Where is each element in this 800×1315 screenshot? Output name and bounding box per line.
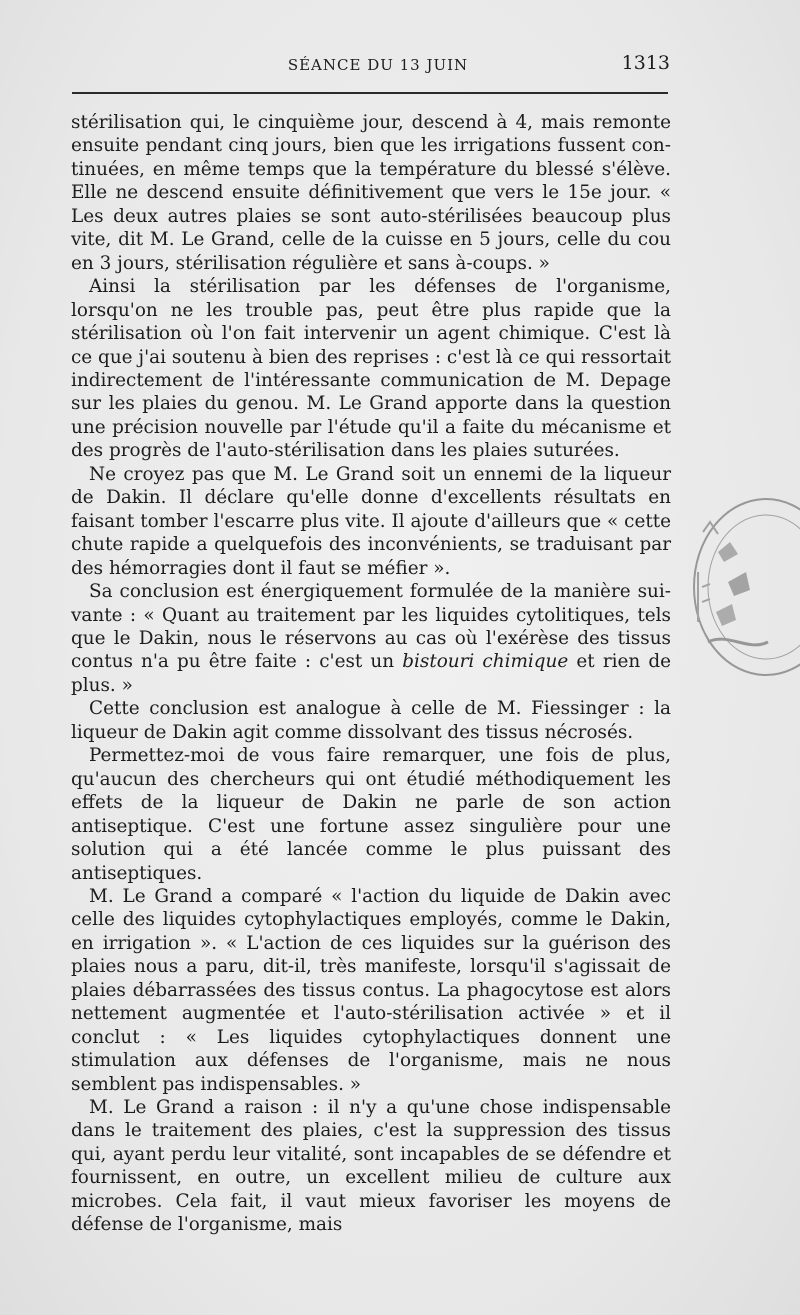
paragraph-continuation: stérilisation qui, le cinquième jour, descend à 4, mais remonte ensuite pendant cinq jours, bien que les irrigations fussent continuées, en même temps que la température du blessé s'élève. Elle ne descend ensuite définitivement que vers le 15e jour. « Les deux autres plaies se sont auto-stérilisées beaucoup plus vite, dit M. Le Grand, celle de la cuisse en 5 jours, celle du cou en 3 jours, stérilisation régulière et sans à-coups. » [71,112,671,274]
library-stamp-icon [688,492,800,692]
text-body [71,111,671,1237]
page-header [72,52,672,82]
paragraph: M. Le Grand a comparé « l'action du liquide de Dakin avec celle des liquides cytophylactiques employés, comme le Dakin, en irrigation ». « L'action de ces liquides sur la guérison des plaies nous a paru, dit-il, très manifeste, lorsqu'il s'agissait de plaies débarrassées des tissus contus. La phagocytose est alors nettement augmentée et l'auto-stérilisation activée » et il conclut : « Les liquides cytophylactiques donnent une stimulation aux défenses de l'organisme, mais ne nous semblent pas indispensables. » [71,885,671,1095]
paragraph: Ainsi la stérilisation par les défenses de l'organisme, lorsqu'on ne les trouble pas, peut être plus rapide que la stérilisation où l'on fait intervenir un agent chimique. C'est là ce que j'ai soutenu à bien des reprises : c'est là ce qui ressortait indirectement de l'intéressante communication de M. Depage sur les plaies du genou. M. Le Grand apporte dans la question une précision nouvelle par l'étude qu'il a faite du mécanisme et des progrès de l'auto-stérilisation dans les plaies suturées. [71,276,671,462]
header-rule [72,92,668,94]
paragraph-text: Sa conclusion est énergiquement formulée de la manière suivante : « Quant au traitement par les liquides cytolitiques, tels que le Dakin, nous le réservons au cas où l'exérèse des tissus contus n'a pu être faite : c'est un [71,581,671,673]
paragraph-conclusion [71,580,671,697]
paragraph: Ne croyez pas que M. Le Grand soit un ennemi de la liqueur de Dakin. Il déclare qu'elle donne d'excellents résultats en faisant tomber l'escarre plus vite. Il ajoute d'ailleurs que « cette chute rapide a quelquefois des inconvénients, se traduisant par des hémorragies dont il faut se méfier ». [71,463,671,579]
running-title: SÉANCE DU 13 JUIN [287,56,469,74]
paragraph: Cette conclusion est analogue à celle de M. Fiessinger : la liqueur de Dakin agit comme dissolvant des tissus nécrosés. [71,698,671,743]
paragraph: M. Le Grand a raison : il n'y a qu'une chose indispensable dans le traitement des plaies, c'est la suppression des tissus qui, ayant perdu leur vitalité, sont incapables de se défendre et fournissent, en outre, un excellent milieu de culture aux microbes. Cela fait, il vaut mieux favoriser les moyens de défense de l'organisme, mais [71,1097,671,1236]
paragraph-text: et rien de plus. » [71,651,672,696]
italic-term: bistouri chimique [402,651,569,673]
page-number: 1313 [621,52,670,74]
paragraph: Permettez-moi de vous faire remarquer, une fois de plus, qu'aucun des chercheurs qui ont étudié méthodiquement les effets de la liqueur de Dakin ne parle de son action antiseptique. C'est une fortune assez singulière pour une solution qui a été lancée comme le plus puissant des antiseptiques. [71,745,671,884]
